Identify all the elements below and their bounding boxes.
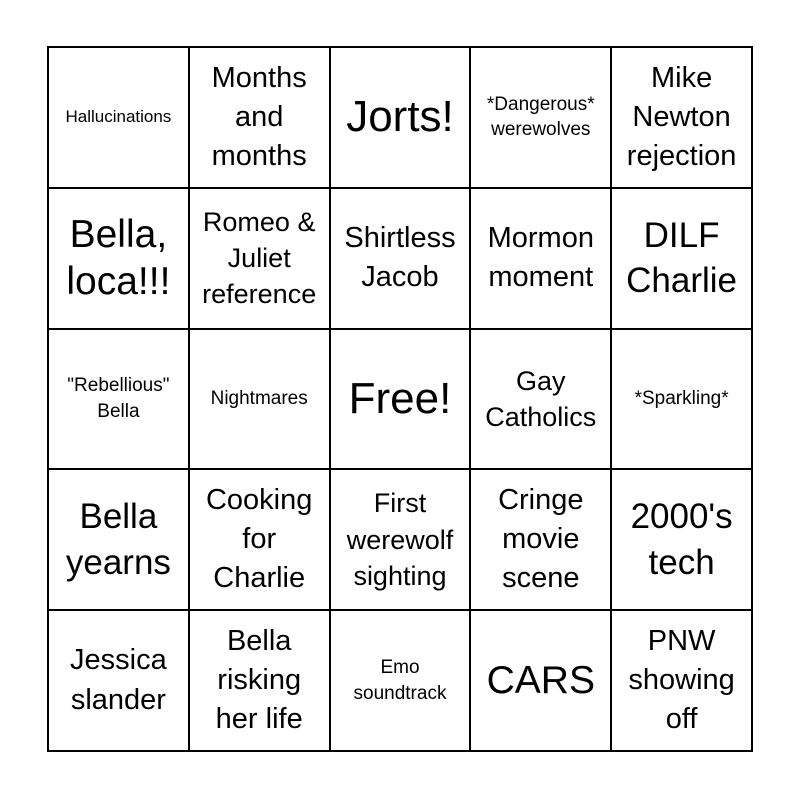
bingo-cell[interactable] [611, 610, 752, 751]
bingo-cell[interactable] [470, 188, 611, 329]
cell-label: Months and months [211, 61, 307, 172]
bingo-cell[interactable] [611, 469, 752, 610]
bingo-cell[interactable] [330, 610, 471, 751]
bingo-cell[interactable] [189, 469, 330, 610]
bingo-cell[interactable] [330, 47, 471, 188]
cell-label: Bella, loca!!! [66, 212, 171, 304]
bingo-cell[interactable] [48, 47, 189, 188]
bingo-cell[interactable] [48, 610, 189, 751]
cell-label: Emo soundtrack [353, 656, 447, 704]
bingo-cell[interactable] [189, 47, 330, 188]
cell-label: PNW showing off [628, 624, 735, 736]
cell-label: Nightmares [210, 388, 308, 410]
cell-label: Cooking for Charlie [205, 484, 313, 595]
cell-label: Romeo & Juliet reference [202, 206, 317, 310]
cell-label: Gay Catholics [485, 365, 597, 432]
cell-label: DILF Charlie [626, 215, 738, 301]
cell-label: *Dangerous* werewolves [486, 93, 595, 141]
cell-label: Mormon moment [487, 222, 594, 294]
cell-label: Bella risking her life [215, 624, 303, 736]
bingo-cell[interactable] [189, 188, 330, 329]
cell-label: Hallucinations [65, 107, 172, 127]
bingo-cell[interactable] [48, 469, 189, 610]
bingo-cell[interactable] [48, 329, 189, 470]
bingo-cell[interactable] [470, 469, 611, 610]
cell-label: Jessica slander [70, 644, 167, 716]
bingo-cell[interactable] [470, 329, 611, 470]
bingo-cell[interactable] [330, 188, 471, 329]
bingo-cell[interactable] [611, 329, 752, 470]
cell-label: *Sparkling* [634, 388, 729, 410]
bingo-cell[interactable] [330, 329, 471, 470]
bingo-cell[interactable] [470, 47, 611, 188]
cell-label: 2000's tech [630, 497, 733, 582]
cell-label: Shirtless Jacob [344, 222, 456, 294]
bingo-cell[interactable] [470, 610, 611, 751]
bingo-cell[interactable] [48, 188, 189, 329]
cell-label: "Rebellious" Bella [67, 375, 170, 422]
cell-label: Mike Newton rejection [626, 61, 737, 172]
cell-label: First werewolf sighting [346, 488, 454, 591]
cell-label: Jorts! [346, 92, 454, 141]
cell-label: CARS [486, 658, 595, 702]
cell-label: Bella yearns [65, 497, 171, 582]
bingo-cell[interactable] [189, 610, 330, 751]
bingo-cell[interactable] [611, 47, 752, 188]
cell-label: Free! [348, 373, 452, 423]
bingo-board [47, 46, 753, 752]
bingo-cell[interactable] [611, 188, 752, 329]
cell-label: Cringe movie scene [498, 484, 584, 595]
bingo-cell[interactable] [189, 329, 330, 470]
bingo-cell[interactable] [330, 469, 471, 610]
